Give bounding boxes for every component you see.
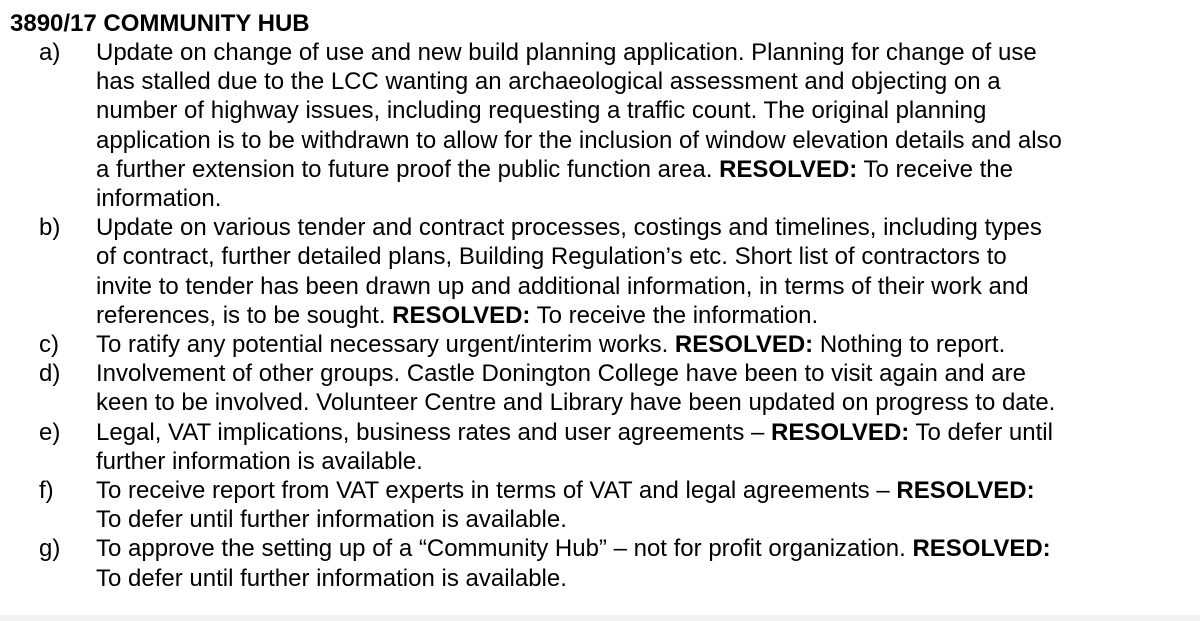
item-text-segment: application is to be withdrawn to allow for the inclusion of window elevation details and also bbox=[96, 126, 1062, 154]
item-text-segment: Update on various tender and contract processes, costings and timelines, including types bbox=[96, 214, 1042, 242]
item-marker: e) bbox=[39, 418, 61, 446]
item-text-segment: To ratify any potential necessary urgent/interim works. bbox=[96, 331, 675, 359]
item-text-line bbox=[96, 534, 1196, 563]
item-text-line bbox=[96, 213, 1196, 242]
item-text-segment: number of highway issues, including requesting a traffic count. The original planning bbox=[96, 97, 987, 125]
item-marker: g) bbox=[39, 535, 61, 563]
item-text bbox=[96, 213, 1196, 330]
item-text bbox=[96, 476, 1196, 534]
item-marker: b) bbox=[39, 214, 61, 242]
resolved-label: RESOLVED: bbox=[771, 418, 910, 446]
item-text-line bbox=[96, 126, 1196, 155]
item-text-line bbox=[96, 272, 1196, 301]
item-text bbox=[96, 330, 1196, 359]
item-text-line bbox=[96, 505, 1196, 534]
item-text-segment: To receive report from VAT experts in terms of VAT and legal agreements – bbox=[96, 477, 897, 505]
item-text-segment: a further extension to future proof the public function area. bbox=[96, 155, 720, 183]
item-text-segment: has stalled due to the LCC wanting an archaeological assessment and objecting on a bbox=[96, 68, 1001, 96]
item-marker: c) bbox=[39, 331, 59, 359]
item-text-line bbox=[96, 38, 1196, 67]
item-text-line bbox=[96, 242, 1196, 271]
minutes-item bbox=[10, 330, 1200, 359]
item-text-segment: To receive the information. bbox=[530, 301, 819, 329]
minutes-item bbox=[10, 213, 1200, 330]
item-text-segment: Legal, VAT implications, business rates and user agreements – bbox=[96, 418, 772, 446]
resolved-label: RESOLVED: bbox=[674, 331, 814, 359]
item-marker: a) bbox=[39, 39, 61, 66]
item-text-segment: To defer until further information is available. bbox=[96, 506, 567, 534]
page-bottom-border bbox=[0, 615, 1200, 621]
item-text-segment: invite to tender has been drawn up and additional information, in terms of their work and bbox=[96, 272, 1029, 300]
minutes-item bbox=[10, 418, 1200, 476]
minutes-item-list bbox=[10, 38, 1200, 593]
item-text-line bbox=[96, 388, 1196, 417]
item-text-line bbox=[96, 96, 1196, 125]
item-text-segment: To defer until bbox=[909, 418, 1053, 446]
item-text-segment: of contract, further detailed plans, Building Regulation’s etc. Short list of contractors to bbox=[96, 243, 1007, 271]
resolved-label: RESOLVED: bbox=[896, 477, 1035, 505]
item-text-segment: Involvement of other groups. Castle Donington College have been to visit again and are bbox=[96, 360, 1026, 388]
resolved-label: RESOLVED: bbox=[912, 535, 1051, 563]
section-heading: 3890/17 COMMUNITY HUB bbox=[10, 10, 310, 37]
item-text bbox=[96, 534, 1196, 592]
item-text-line bbox=[96, 564, 1196, 593]
item-marker: f) bbox=[39, 477, 54, 505]
item-text-segment: information. bbox=[96, 185, 222, 213]
item-text-line bbox=[96, 447, 1196, 476]
minutes-item bbox=[10, 38, 1200, 213]
minutes-item bbox=[10, 476, 1200, 534]
minutes-item bbox=[10, 534, 1200, 592]
minutes-item bbox=[10, 359, 1200, 417]
item-text-segment: Nothing to report. bbox=[813, 331, 1006, 359]
item-text-segment: To defer until further information is available. bbox=[96, 564, 567, 592]
resolved-label: RESOLVED: bbox=[392, 301, 531, 329]
item-text bbox=[96, 418, 1196, 476]
item-marker: d) bbox=[39, 360, 61, 388]
item-text-line bbox=[96, 155, 1196, 184]
item-text-segment: further information is available. bbox=[96, 447, 423, 475]
item-text-line bbox=[96, 359, 1196, 388]
item-text-segment: To receive the bbox=[857, 155, 1013, 183]
item-text-line bbox=[96, 476, 1196, 505]
item-text-segment: Update on change of use and new build planning application. Planning for change of use bbox=[96, 39, 1037, 66]
item-text-line bbox=[96, 330, 1196, 359]
item-text-line bbox=[96, 418, 1196, 447]
item-text-line bbox=[96, 184, 1196, 213]
item-text-segment: references, is to be sought. bbox=[96, 301, 393, 329]
item-text-line bbox=[96, 67, 1196, 96]
item-text bbox=[96, 38, 1196, 213]
item-text bbox=[96, 359, 1196, 417]
item-text-segment: To approve the setting up of a “Community Hub” – not for profit organization. bbox=[96, 535, 913, 563]
item-text-line bbox=[96, 301, 1196, 330]
resolved-label: RESOLVED: bbox=[719, 155, 858, 183]
item-text-segment: keen to be involved. Volunteer Centre and Library have been updated on progress to date. bbox=[96, 389, 1056, 417]
